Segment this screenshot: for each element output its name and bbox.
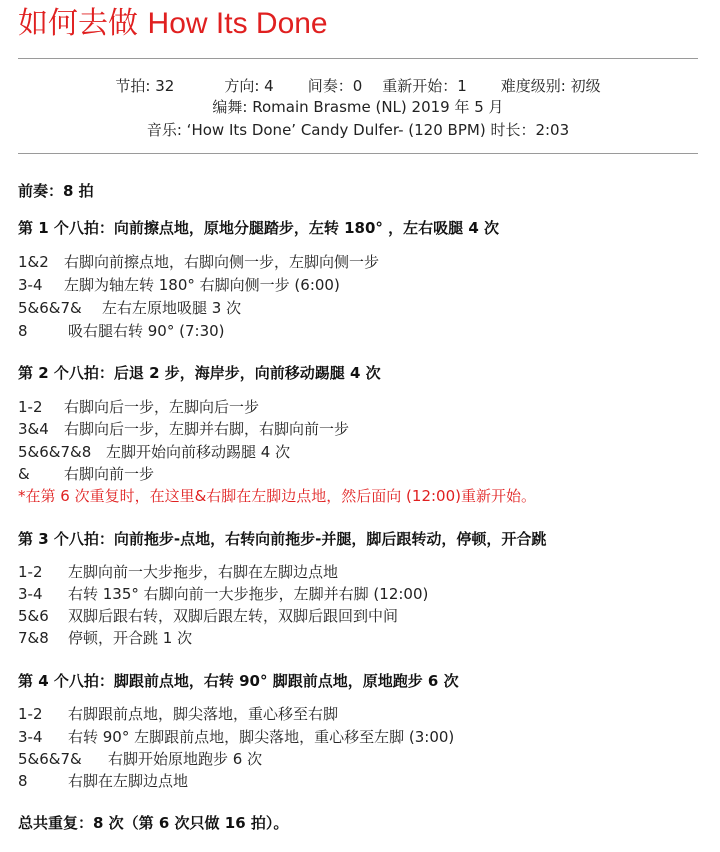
page-title bbox=[18, 6, 328, 42]
step-text: 右脚向后一步，左脚向后一步 bbox=[64, 398, 260, 416]
section-4-step-3 bbox=[18, 749, 262, 769]
section-1-step-1 bbox=[18, 252, 379, 272]
meta-count: 节拍: 32 bbox=[115, 77, 175, 95]
section-2-step-3 bbox=[18, 442, 290, 462]
section-4-step-2 bbox=[18, 727, 454, 747]
section-3-heading: 第 3 个八拍：向前拖步-点地，右转向前拖步-并腿，脚后跟转动，停顿，开合跳 bbox=[18, 530, 547, 548]
step-count: 5&6&7&8 bbox=[18, 443, 92, 461]
title-english: How Its Done bbox=[147, 7, 328, 40]
section-1-step-4 bbox=[18, 321, 225, 341]
title-chinese: 如何去做 bbox=[18, 6, 138, 41]
step-count: 3-4 bbox=[18, 276, 43, 294]
restart-note: *在第 6 次重复时，在这里&右脚在左脚边点地，然后面向 (12:00)重新开始。 bbox=[18, 487, 536, 505]
top-divider bbox=[18, 58, 698, 59]
meta-line-stats bbox=[18, 76, 698, 96]
step-count: 1-2 bbox=[18, 563, 43, 581]
step-count: 3-4 bbox=[18, 585, 43, 603]
section-4-heading: 第 4 个八拍：脚跟前点地，右转 90° 脚跟前点地，原地跑步 6 次 bbox=[18, 672, 459, 690]
section-2-step-4 bbox=[18, 464, 154, 484]
meta-walls: 方向: 4 bbox=[224, 77, 274, 95]
step-count: 5&6&7& bbox=[18, 750, 82, 768]
step-text: 右脚跟前点地，脚尖落地，重心移至右脚 bbox=[68, 705, 339, 723]
meta-tags: 间奏：0 bbox=[307, 77, 363, 95]
meta-choreographer: 编舞: Romain Brasme (NL) 2019 年 5 月 bbox=[212, 98, 504, 116]
step-count: 3-4 bbox=[18, 728, 43, 746]
meta-level: 难度级别: 初级 bbox=[500, 77, 601, 95]
section-3-step-4 bbox=[18, 628, 192, 648]
step-text: 吸右腿右转 90° (7:30) bbox=[68, 322, 225, 340]
step-text: 停顿，开合跳 1 次 bbox=[68, 629, 193, 647]
step-text: 左脚向前一大步拖步，右脚在左脚边点地 bbox=[68, 563, 339, 581]
step-count: 7&8 bbox=[18, 629, 49, 647]
step-count: 5&6&7& bbox=[18, 299, 82, 317]
section-3-step-2 bbox=[18, 584, 428, 604]
section-4-step-4 bbox=[18, 771, 188, 791]
step-count: 1-2 bbox=[18, 705, 43, 723]
step-count: 1&2 bbox=[18, 253, 49, 271]
section-2-step-2 bbox=[18, 419, 349, 439]
step-count: 8 bbox=[18, 772, 28, 790]
step-count: 5&6 bbox=[18, 607, 49, 625]
step-count: 1-2 bbox=[18, 398, 43, 416]
step-count: & bbox=[18, 465, 30, 483]
step-text: 右转 90° 左脚跟前点地，脚尖落地，重心移至左脚 (3:00) bbox=[68, 728, 455, 746]
section-1-step-3 bbox=[18, 298, 241, 318]
section-1-heading: 第 1 个八拍：向前擦点地，原地分腿踏步，左转 180° ，左右吸腿 4 次 bbox=[18, 219, 500, 237]
section-3-step-1 bbox=[18, 562, 338, 582]
step-count: 8 bbox=[18, 322, 28, 340]
bottom-divider bbox=[18, 153, 698, 154]
step-text: 左脚为轴左转 180° 右脚向侧一步 (6:00) bbox=[64, 276, 340, 294]
section-2-step-1 bbox=[18, 397, 259, 417]
section-3-step-3 bbox=[18, 606, 398, 626]
step-text: 左脚开始向前移动踢腿 4 次 bbox=[106, 443, 291, 461]
step-text: 右脚向前擦点地，右脚向侧一步，左脚向侧一步 bbox=[64, 253, 380, 271]
intro-line: 前奏：8 拍 bbox=[18, 182, 94, 200]
step-text: 右转 135° 右脚向前一大步拖步，左脚并右脚 (12:00) bbox=[68, 585, 429, 603]
step-text: 右脚在左脚边点地 bbox=[68, 772, 189, 790]
total-repeats-line: 总共重复：8 次（第 6 次只做 16 拍）。 bbox=[18, 814, 289, 832]
meta-restarts: 重新开始：1 bbox=[382, 77, 467, 95]
step-text: 右脚向后一步，左脚并右脚，右脚向前一步 bbox=[64, 420, 350, 438]
step-count: 3&4 bbox=[18, 420, 49, 438]
section-1-step-2 bbox=[18, 275, 340, 295]
step-text: 双脚后跟右转，双脚后跟左转，双脚后跟回到中间 bbox=[68, 607, 399, 625]
meta-music: 音乐: ‘How Its Done’ Candy Dulfer- (120 BPM) 时长：2:03 bbox=[146, 121, 570, 139]
section-4-step-1 bbox=[18, 704, 338, 724]
step-text: 右脚开始原地跑步 6 次 bbox=[108, 750, 263, 768]
step-text: 右脚向前一步 bbox=[64, 465, 155, 483]
section-2-heading: 第 2 个八拍：后退 2 步，海岸步，向前移动踢腿 4 次 bbox=[18, 364, 381, 382]
step-text: 左右左原地吸腿 3 次 bbox=[102, 299, 242, 317]
